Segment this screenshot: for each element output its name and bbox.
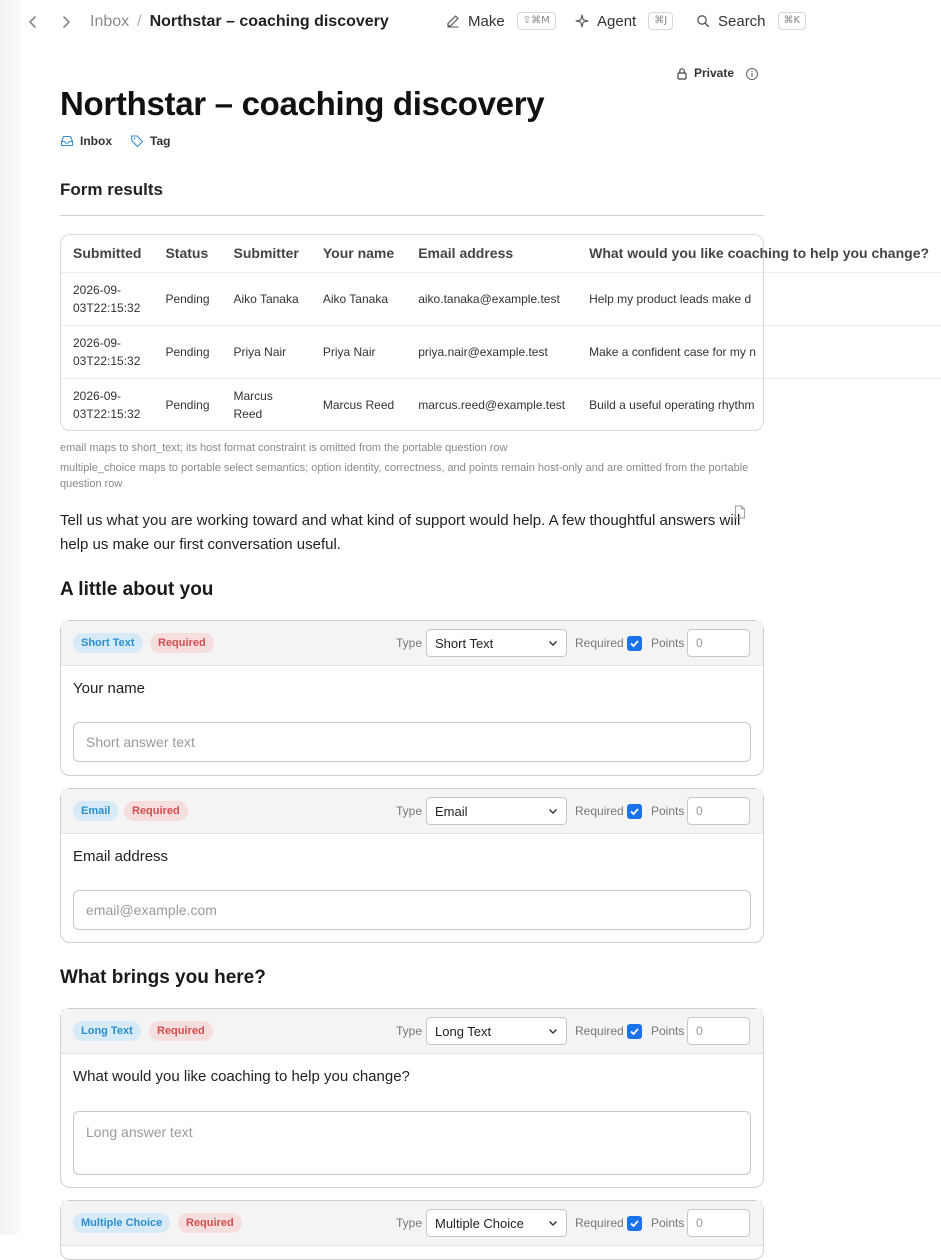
required-checkbox[interactable] xyxy=(627,804,642,819)
required-checkbox[interactable] xyxy=(627,636,642,651)
type-select-value: Email xyxy=(435,803,468,819)
column-header[interactable]: Email address xyxy=(418,245,514,262)
breadcrumb-inbox[interactable]: Inbox xyxy=(90,13,130,30)
question-type-badge: Short Text xyxy=(73,633,143,653)
column-header[interactable]: Submitted xyxy=(73,245,142,262)
question-prompt: What would you like coaching to help you change? xyxy=(73,1068,410,1085)
forward-button[interactable] xyxy=(56,12,76,32)
required-badge: Required xyxy=(178,1213,242,1233)
agent-label: Agent xyxy=(597,12,637,30)
mapping-notes xyxy=(60,440,764,496)
results-table xyxy=(60,234,930,431)
meta-tag-label: Tag xyxy=(150,134,171,148)
cell-status: Pending xyxy=(153,378,221,431)
required-label: Required xyxy=(575,1024,624,1038)
table-row[interactable] xyxy=(61,325,941,378)
search-label: Search xyxy=(718,12,766,30)
section-heading: What brings you here? xyxy=(60,967,266,988)
form-results-heading: Form results xyxy=(60,180,163,199)
meta-inbox[interactable] xyxy=(60,134,112,148)
cell-submitter: Aiko Tanaka xyxy=(222,272,311,325)
breadcrumb-current: Northstar – coaching discovery xyxy=(149,13,389,30)
type-label: Type xyxy=(396,1216,423,1230)
chevron-right-icon xyxy=(58,14,74,30)
type-select[interactable] xyxy=(426,1209,567,1237)
page-title: Northstar – coaching discovery xyxy=(60,85,545,122)
privacy-label: Private xyxy=(694,66,735,80)
question-prompt: Your name xyxy=(73,680,145,697)
sparkle-icon xyxy=(575,14,589,28)
required-badge: Required xyxy=(150,633,214,653)
cell-submitted: 2026-09-03T22:15:32 xyxy=(61,378,153,431)
document-icon[interactable] xyxy=(734,505,746,519)
cell-name: Priya Nair xyxy=(311,325,406,378)
page-meta xyxy=(60,134,170,148)
make-label: Make xyxy=(468,12,505,30)
type-select-value: Multiple Choice xyxy=(435,1215,524,1231)
agent-button[interactable] xyxy=(575,12,673,30)
search-icon xyxy=(696,14,710,28)
short-answer-input[interactable]: Short answer text xyxy=(73,722,751,762)
column-header[interactable]: Submitter xyxy=(233,245,299,262)
table-row[interactable] xyxy=(61,272,941,325)
question-card-header xyxy=(61,1201,763,1246)
question-type-badge: Long Text xyxy=(73,1021,141,1041)
cell-email: marcus.reed@example.test xyxy=(406,378,577,431)
cell-name: Aiko Tanaka xyxy=(311,272,406,325)
form-description: Tell us what you are working toward and what kind of support would help. A few thoughtful answers will help us make our first conversation useful. xyxy=(60,512,741,553)
chevron-down-icon xyxy=(548,806,558,816)
privacy-toggle[interactable] xyxy=(676,66,734,80)
cell-submitter: Marcus Reed xyxy=(222,378,311,431)
tag-icon xyxy=(130,134,144,148)
search-shortcut: ⌘K xyxy=(778,12,807,30)
column-header[interactable]: What would you like coaching to help you change? xyxy=(589,245,930,262)
points-label: Points xyxy=(651,636,685,650)
cell-answer: Build a useful operating rhythm xyxy=(577,378,941,431)
cell-email: aiko.tanaka@example.test xyxy=(406,272,577,325)
mapping-note: email maps to short_text; its host format constraint is omitted from the portable question row xyxy=(60,442,508,454)
points-input[interactable]: 0 xyxy=(687,629,750,657)
chevron-down-icon xyxy=(548,1218,558,1228)
check-icon xyxy=(629,638,640,649)
cell-answer: Make a confident case for my n xyxy=(577,325,941,378)
search-button[interactable] xyxy=(696,12,806,30)
mapping-note: multiple_choice maps to portable select semantics; option identity, correctness, and points remain host-only and are omitted from the portable question row xyxy=(60,462,749,490)
points-label: Points xyxy=(651,1216,685,1230)
question-card xyxy=(60,788,764,943)
points-input[interactable]: 0 xyxy=(687,797,750,825)
divider xyxy=(60,215,764,216)
question-prompt: Email address xyxy=(73,848,169,865)
chevron-down-icon xyxy=(548,1026,558,1036)
type-select[interactable] xyxy=(426,797,567,825)
type-select[interactable] xyxy=(426,1017,567,1045)
chevron-down-icon xyxy=(548,638,558,648)
cell-name: Marcus Reed xyxy=(311,378,406,431)
breadcrumb xyxy=(90,12,389,32)
required-checkbox[interactable] xyxy=(627,1216,642,1231)
required-label: Required xyxy=(575,636,624,650)
info-icon[interactable] xyxy=(745,67,759,81)
type-select-value: Short Text xyxy=(435,635,494,651)
question-type-badge: Multiple Choice xyxy=(73,1213,170,1233)
required-label: Required xyxy=(575,804,624,818)
question-card xyxy=(60,1008,764,1188)
column-header[interactable]: Status xyxy=(165,245,209,262)
question-card-header xyxy=(61,1009,763,1054)
cell-status: Pending xyxy=(153,272,221,325)
check-icon xyxy=(629,1026,640,1037)
points-label: Points xyxy=(651,804,685,818)
type-label: Type xyxy=(396,636,423,650)
question-card xyxy=(60,620,764,776)
section-heading: A little about you xyxy=(60,579,214,600)
email-input[interactable]: email@example.com xyxy=(73,890,751,930)
question-type-badge: Email xyxy=(73,801,118,821)
type-label: Type xyxy=(396,1024,423,1038)
cell-answer: Help my product leads make d xyxy=(577,272,941,325)
long-answer-input[interactable]: Long answer text xyxy=(73,1111,751,1175)
chevron-left-icon xyxy=(25,14,41,30)
meta-inbox-label: Inbox xyxy=(80,134,112,148)
question-card-header xyxy=(61,789,763,834)
check-icon xyxy=(629,1218,640,1229)
required-badge: Required xyxy=(149,1021,213,1041)
type-label: Type xyxy=(396,804,423,818)
agent-shortcut: ⌘J xyxy=(648,12,673,30)
cell-submitted: 2026-09-03T22:15:32 xyxy=(61,325,153,378)
cell-submitter: Priya Nair xyxy=(222,325,311,378)
inbox-icon xyxy=(60,134,74,148)
cell-submitted: 2026-09-03T22:15:32 xyxy=(61,272,153,325)
required-label: Required xyxy=(575,1216,624,1230)
table-row[interactable] xyxy=(61,378,941,431)
cell-status: Pending xyxy=(153,325,221,378)
type-select-value: Long Text xyxy=(435,1023,492,1039)
edit-icon xyxy=(446,14,460,28)
lock-icon xyxy=(676,67,688,80)
type-select[interactable] xyxy=(426,629,567,657)
points-label: Points xyxy=(651,1024,685,1038)
cell-email: priya.nair@example.test xyxy=(406,325,577,378)
required-badge: Required xyxy=(124,801,188,821)
column-header[interactable]: Your name xyxy=(322,245,395,262)
top-bar xyxy=(0,0,824,44)
table-header-row xyxy=(61,235,941,272)
question-card xyxy=(60,1200,764,1260)
make-shortcut: ⇧⌘M xyxy=(517,12,556,30)
meta-tag[interactable] xyxy=(130,134,170,148)
required-checkbox[interactable] xyxy=(627,1024,642,1039)
points-input[interactable]: 0 xyxy=(687,1209,750,1237)
make-button[interactable] xyxy=(446,12,556,30)
check-icon xyxy=(629,806,640,817)
question-card-header xyxy=(61,621,763,666)
left-rail xyxy=(0,0,20,1235)
points-input[interactable]: 0 xyxy=(687,1017,750,1045)
breadcrumb-separator: / xyxy=(137,13,142,30)
back-button[interactable] xyxy=(23,12,43,32)
